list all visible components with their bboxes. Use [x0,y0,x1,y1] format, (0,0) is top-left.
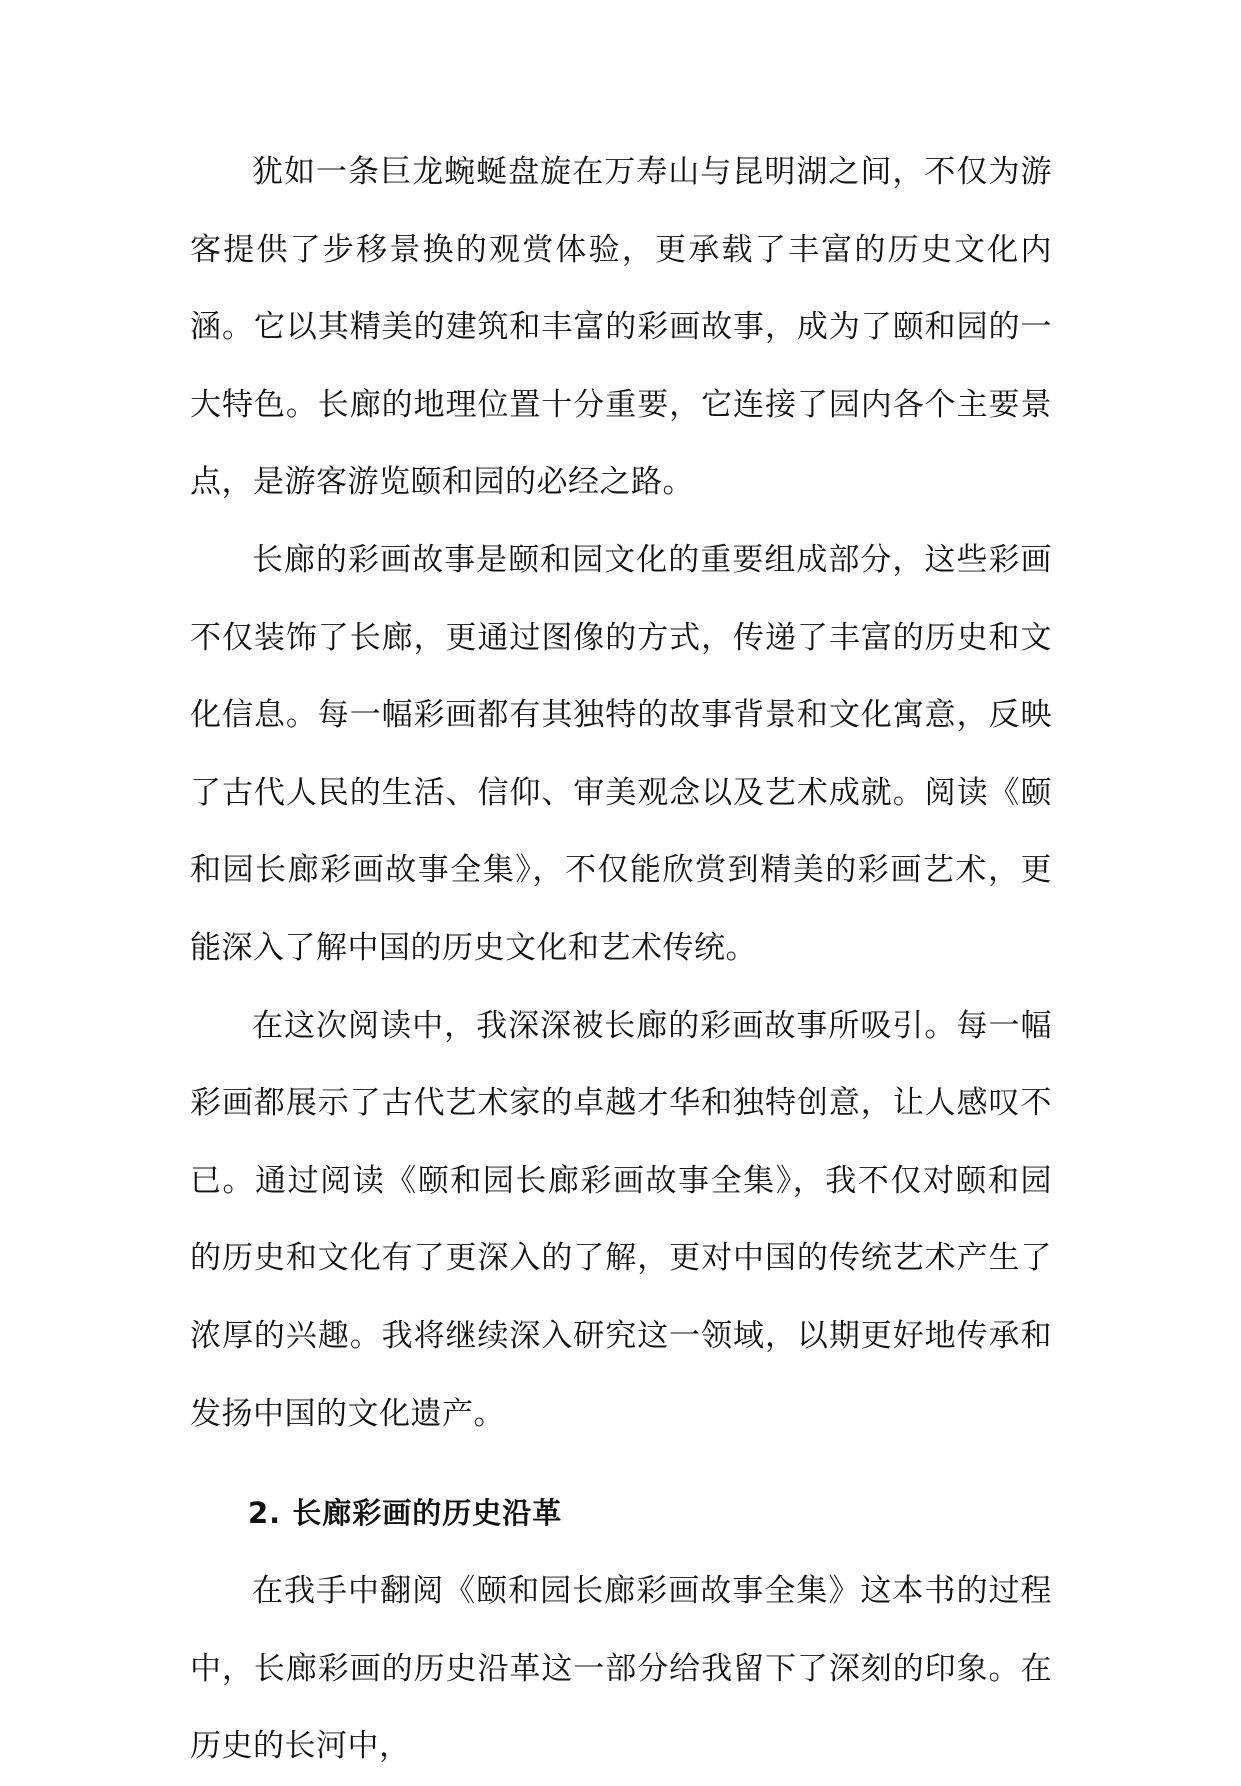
section-heading: 2. 长廊彩画的历史沿革 [248,1496,563,1531]
paragraph-2: 长廊的彩画故事是颐和园文化的重要组成部分，这些彩画不仅装饰了长廊，更通过图像的方式，传递了丰富的历史和文化信息。每一幅彩画都有其独特的故事背景和文化寓意，反映了古代人民的生活、信仰、审美观念以及艺术成就。阅读《颐和园长廊彩画故事全集》，不仅能欣赏到精美的彩画艺术，更能深入了解中国的历史文化和艺术传统。 [190,541,1052,966]
document-body [190,134,1052,1786]
paragraph-3: 在这次阅读中，我深深被长廊的彩画故事所吸引。每一幅彩画都展示了古代艺术家的卓越才华和独特创意，让人感叹不已。通过阅读《颐和园长廊彩画故事全集》，我不仅对颐和园的历史和文化有了更深入的了解，更对中国的传统艺术产生了浓厚的兴趣。我将继续深入研究这一领域，以期更好地传承和发扬中国的文化遗产。 [190,1007,1052,1432]
paragraph-1: 犹如一条巨龙蜿蜒盘旋在万寿山与昆明湖之间，不仅为游客提供了步移景换的观赏体验，更承载了丰富的历史文化内涵。它以其精美的建筑和丰富的彩画故事，成为了颐和园的一大特色。长廊的地理位置十分重要，它连接了园内各个主要景点，是游客游览颐和园的必经之路。 [190,154,1052,501]
section-paragraph: 在我手中翻阅《颐和园长廊彩画故事全集》这本书的过程中，长廊彩画的历史沿革这一部分给我留下了深刻的印象。在历史的长河中， [190,1573,1052,1765]
